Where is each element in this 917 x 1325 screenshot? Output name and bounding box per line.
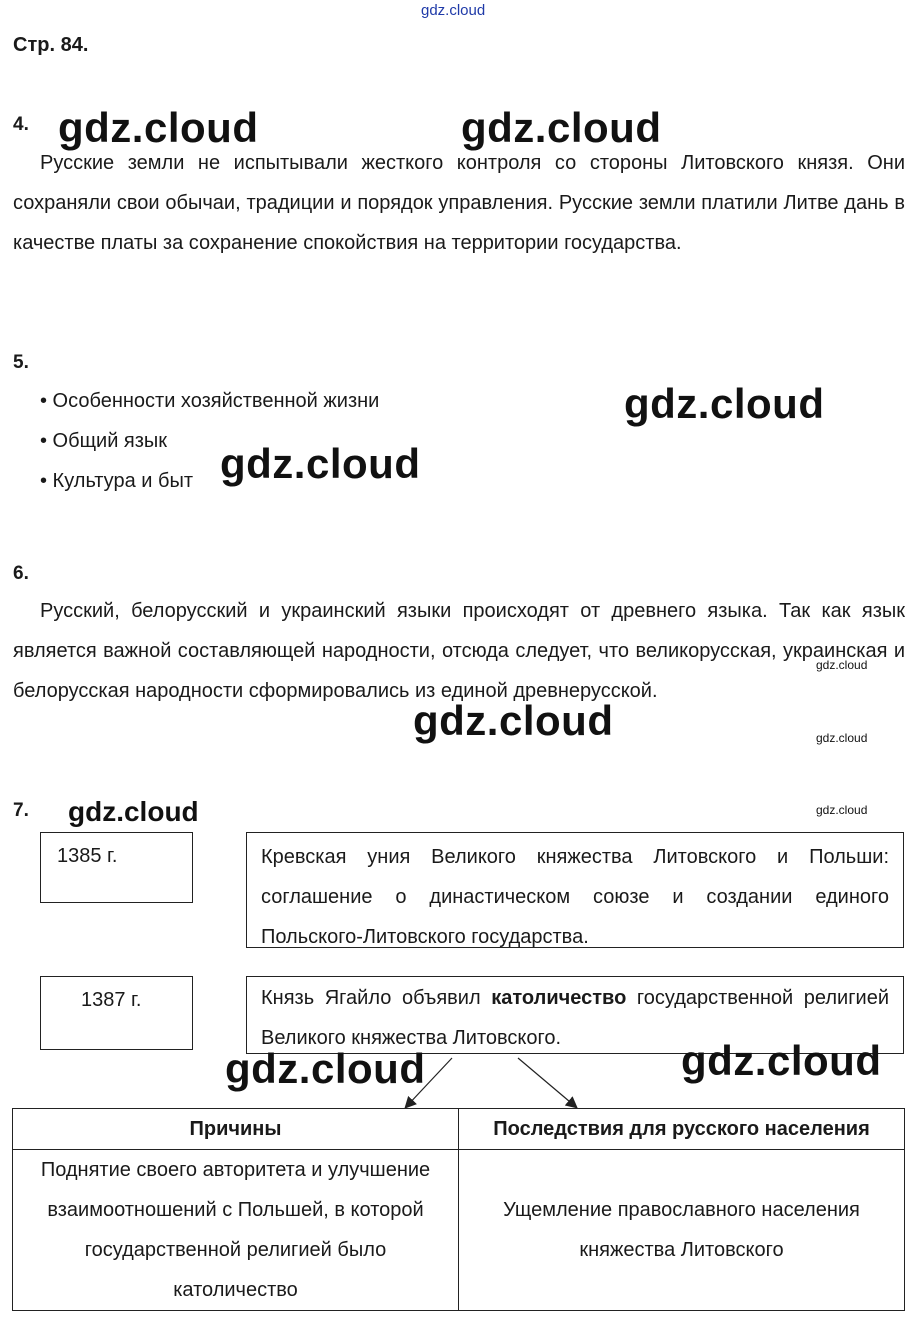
- question-6-text: Русский, белорусский и украинский языки происходят от древнего языка. Так как язык является важной составляющей народности, отсюда следует, что великорусская, украинская и белорусская народности сформировались из единой древнерусской.: [13, 600, 905, 702]
- watermark: gdz.cloud: [68, 796, 199, 827]
- causes-consequences-table: [12, 1108, 905, 1311]
- column-header-causes: Причины: [13, 1109, 459, 1150]
- question-7-number: 7.: [13, 800, 29, 821]
- question-5-number: 5.: [13, 352, 29, 373]
- question-4-answer: [13, 143, 905, 263]
- table-header-row: [13, 1109, 905, 1150]
- arrow-right: [518, 1058, 576, 1107]
- event-date: 1387 г.: [81, 989, 142, 1011]
- event-date: 1385 г.: [57, 845, 118, 867]
- watermark: gdz.cloud: [225, 1045, 426, 1092]
- table-row: [13, 1150, 905, 1311]
- emphasis-catholicism: католичество: [491, 987, 627, 1009]
- watermark: gdz.cloud: [816, 803, 868, 817]
- cell-consequences: Ущемление православного населения княжества Литовского: [459, 1150, 905, 1311]
- question-6-answer: [13, 591, 905, 711]
- list-item: • Общий язык: [40, 430, 168, 452]
- event-text: Кревская уния Великого княжества Литовского и Польши: соглашение о династическом союзе и создании единого Польского-Литовского государства.: [261, 846, 889, 948]
- watermark: gdz.cloud: [816, 658, 868, 672]
- watermark: gdz.cloud: [58, 104, 259, 151]
- list-item: • Особенности хозяйственной жизни: [40, 390, 380, 412]
- event-box-1385: [246, 832, 904, 948]
- list-item: • Культура и быт: [40, 470, 193, 492]
- watermark: gdz.cloud: [681, 1037, 882, 1084]
- page-title: Стр. 84.: [13, 34, 89, 56]
- question-4-number: 4.: [13, 114, 29, 135]
- watermark-top: gdz.cloud: [421, 2, 486, 19]
- event-text: Князь Ягайло объявил католичество государственной религией Великого княжества Литовского.: [261, 987, 889, 1049]
- question-6-number: 6.: [13, 563, 29, 584]
- question-4-text: Русские земли не испытывали жесткого контроля со стороны Литовского князя. Они сохраняли свои обычаи, традиции и порядок управления. Русские земли платили Литве дань в качестве платы за сохранение спокойствия на территории государства.: [13, 152, 905, 254]
- watermark: gdz.cloud: [816, 731, 868, 745]
- watermark: gdz.cloud: [413, 697, 614, 744]
- column-header-consequences: Последствия для русского населения: [459, 1109, 905, 1150]
- date-box-1387: [40, 976, 193, 1050]
- cell-causes: Поднятие своего авторитета и улучшение взаимоотношений с Польшей, в которой государственной религией было католичество: [13, 1150, 459, 1311]
- watermark: gdz.cloud: [220, 440, 421, 487]
- watermark: gdz.cloud: [624, 380, 825, 427]
- watermark: gdz.cloud: [461, 104, 662, 151]
- date-box-1385: [40, 832, 193, 903]
